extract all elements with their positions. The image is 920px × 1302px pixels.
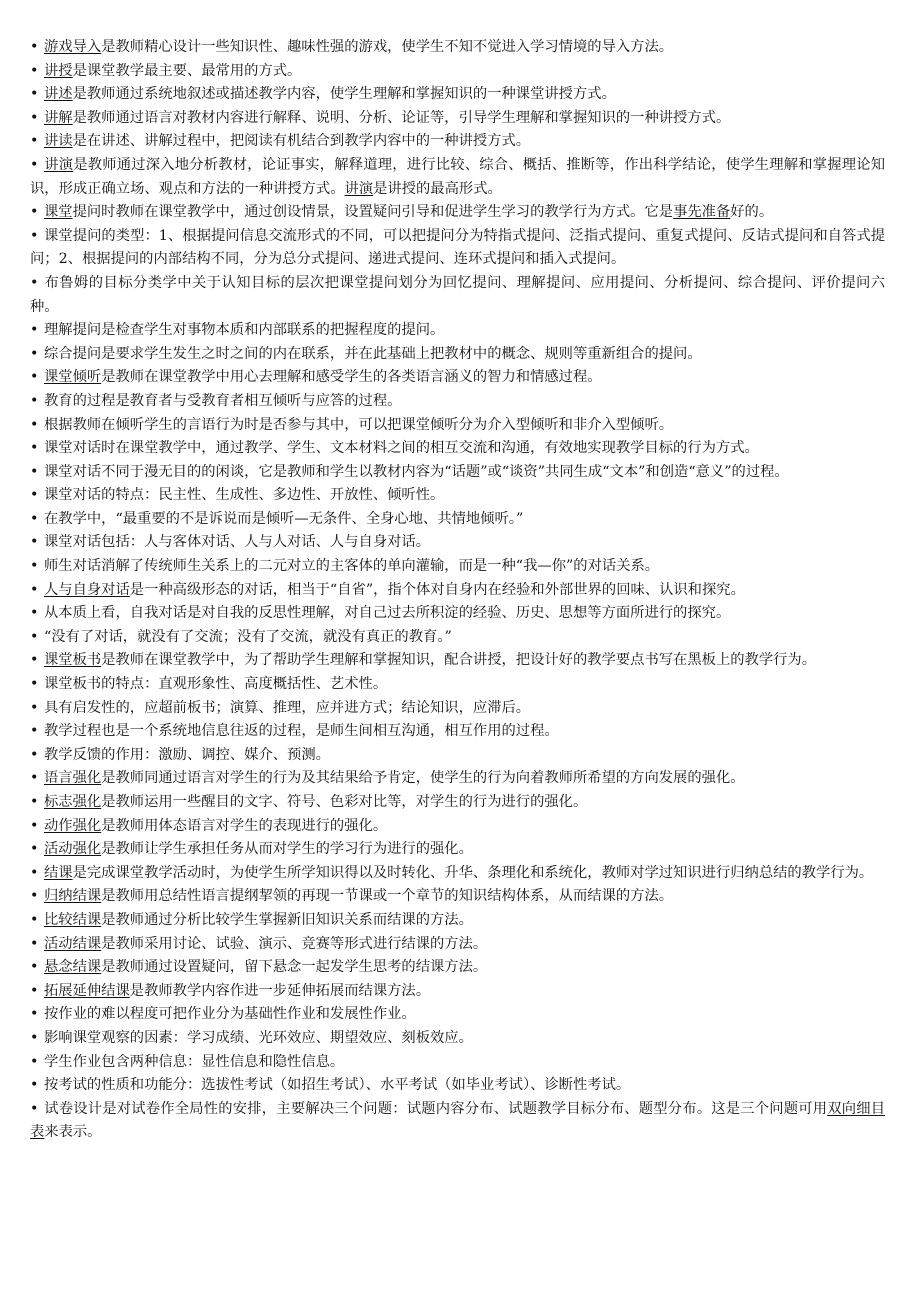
item-text: 是完成课堂教学活动时，为使学生所学知识得以及时转化、升华、条理化和系统化，教师对学过知识进行归纳总结的教学行为。 <box>72 864 874 881</box>
item-text: 是在讲述、讲解过程中，把阅读有机结合到教学内容中的一种讲授方式。 <box>72 133 531 150</box>
item-text: 理解提问是检查学生对事物本质和内部联系的把握程度的提问。 <box>44 322 445 339</box>
list-item <box>30 956 885 980</box>
list-item <box>30 767 885 791</box>
list-item <box>30 1051 885 1075</box>
list-item <box>30 130 885 154</box>
item-text: 是教师运用一些醒目的文字、符号、色彩对比等，对学生的行为进行的强化。 <box>101 794 588 810</box>
list-item <box>30 437 885 461</box>
list-item <box>30 390 885 414</box>
item-text: 影响课堂观察的因素：学习成绩、光环效应、期望效应、刻板效应。 <box>44 1029 473 1046</box>
item-text: 课堂对话的特点：民主性、生成性、多边性、开放性、倾听性。 <box>44 487 445 504</box>
underlined-term: 标志强化 <box>44 794 102 810</box>
bullet-icon: • <box>30 699 39 716</box>
list-item <box>30 980 885 1004</box>
list-item <box>30 697 885 721</box>
list-item <box>30 720 885 744</box>
item-text: 从本质上看，自我对话是对自我的反思性理解，对自己过去所积淀的经验、历史、思想等方面所进行的探究。 <box>44 605 731 622</box>
bullet-icon: • <box>30 817 39 834</box>
item-text: 在教学中，“最重要的不是诉说而是倾听—无条件、全身心地、共情地倾听。” <box>44 510 524 527</box>
underlined-term: 讲演 <box>344 180 374 197</box>
list-item <box>30 626 885 650</box>
list-item <box>30 201 885 225</box>
bullet-icon: • <box>30 911 39 928</box>
underlined-term: 讲述 <box>44 86 73 103</box>
list-item <box>30 36 885 60</box>
underlined-term: 比较结课 <box>44 911 102 928</box>
bullet-icon: • <box>30 39 39 55</box>
underlined-term: 结课 <box>44 864 73 881</box>
underlined-term: 游戏导入 <box>44 39 102 55</box>
bullet-icon: • <box>30 1053 39 1070</box>
list-item <box>30 1098 885 1145</box>
item-text: 是一种高级形态的对话，相当于“自省”，指个体对自身内在经验和外部世界的回味、认识和探究。 <box>129 581 745 598</box>
list-item <box>30 885 885 909</box>
bullet-icon: • <box>30 888 39 905</box>
bullet-icon: • <box>30 369 39 386</box>
list-item <box>30 1074 885 1098</box>
item-text: 提问时教师在课堂教学中，通过创设情景，设置疑问引导和促进学生学习的教学行为方式。它是 <box>72 204 674 221</box>
bullet-icon: • <box>30 510 39 527</box>
list-item <box>30 649 885 673</box>
list-item <box>30 1027 885 1051</box>
item-text: 是课堂教学最主要、最常用的方式。 <box>72 62 302 79</box>
bullet-icon: • <box>30 86 39 103</box>
underlined-term: 悬念结课 <box>44 959 102 976</box>
item-text: 是教师通过语言对教材内容进行解释、说明、分析、论证等，引导学生理解和掌握知识的一种讲授方式。 <box>72 109 731 126</box>
item-text: 好的。 <box>730 204 774 221</box>
underlined-term: 活动结课 <box>44 935 102 952</box>
list-item <box>30 1003 885 1027</box>
underlined-term: 讲演 <box>44 156 74 173</box>
list-item <box>30 272 885 319</box>
list-item <box>30 933 885 957</box>
item-text: 是教师教学内容作进一步延伸拓展而结课方法。 <box>129 982 431 999</box>
bullet-icon: • <box>30 959 39 976</box>
list-item <box>30 225 885 272</box>
list-item <box>30 673 885 697</box>
item-text: 具有启发性的，应超前板书；演算、推理，应并进方式；结论知识，应滞后。 <box>44 699 531 716</box>
list-item <box>30 484 885 508</box>
list-item <box>30 579 885 603</box>
underlined-term: 归纳结课 <box>44 888 102 905</box>
bullet-icon: • <box>30 1006 39 1023</box>
bullet-icon: • <box>30 581 39 598</box>
list-item <box>30 461 885 485</box>
bullet-icon: • <box>30 322 39 339</box>
bullet-icon: • <box>30 841 39 858</box>
item-text: 是教师通过系统地叙述或描述教学内容，使学生理解和掌握知识的一种课堂讲授方式。 <box>72 86 616 103</box>
item-text: 课堂板书的特点：直观形象性、高度概括性、艺术性。 <box>44 676 388 693</box>
bullet-icon: • <box>30 487 39 504</box>
underlined-term: 双向细目表 <box>30 1100 885 1141</box>
bullet-icon: • <box>30 746 39 763</box>
item-text: 教学过程也是一个系统地信息往返的过程，是师生间相互沟通，相互作用的过程。 <box>44 723 559 740</box>
list-item <box>30 107 885 131</box>
item-text: 师生对话消解了传统师生关系上的二元对立的主客体的单向灌输，而是一种“我—你”的对话关系。 <box>44 558 660 575</box>
bullet-icon: • <box>30 416 39 433</box>
list-item <box>30 862 885 886</box>
underlined-term: 课堂倾听 <box>44 369 102 386</box>
item-text: 课堂提问的类型：1、根据提问信息交流形式的不同，可以把提问分为特指式提问、泛指式提问、重复式提问、反诘式提问和自答式提问；2、根据提问的内部结构不同，分为总分式提问、递进式提问、连环式提问和插入式提问。 <box>30 227 885 268</box>
list-item <box>30 60 885 84</box>
bullet-icon: • <box>30 392 39 409</box>
bullet-icon: • <box>30 723 39 740</box>
bullet-icon: • <box>30 274 39 291</box>
underlined-term: 讲授 <box>44 62 73 79</box>
bullet-icon: • <box>30 534 39 551</box>
item-text: 教育的过程是教育者与受教育者相互倾听与应答的过程。 <box>44 392 402 409</box>
underlined-term: 课堂 <box>44 204 73 221</box>
item-text: 是教师通过分析比较学生掌握新旧知识关系而结课的方法。 <box>101 911 473 928</box>
bullet-icon: • <box>30 864 39 881</box>
item-text: 是教师通过设置疑问，留下悬念一起发学生思考的结课方法。 <box>101 959 488 976</box>
item-text: 教学反馈的作用：激励、调控、媒介、预测。 <box>44 746 330 763</box>
list-item <box>30 791 885 815</box>
list-item <box>30 508 885 532</box>
bullet-icon: • <box>30 770 39 787</box>
bullet-icon: • <box>30 227 39 244</box>
item-text: 按考试的性质和功能分：选拔性考试（如招生考试）、水平考试（如毕业考试）、诊断性考试。 <box>44 1077 631 1094</box>
list-item <box>30 602 885 626</box>
item-text: 是教师让学生承担任务从而对学生的学习行为进行的强化。 <box>101 841 473 858</box>
item-text: 根据教师在倾听学生的言语行为时是否参与其中，可以把课堂倾听分为介入型倾听和非介入型倾听。 <box>44 416 674 433</box>
bullet-icon: • <box>30 935 39 952</box>
bullet-icon: • <box>30 1029 39 1046</box>
bullet-icon: • <box>30 133 39 150</box>
list-item <box>30 343 885 367</box>
underlined-term: 语言强化 <box>44 770 102 787</box>
item-text: 是教师采用讨论、试验、演示、竞赛等形式进行结课的方法。 <box>101 935 488 952</box>
list-item <box>30 366 885 390</box>
item-text: 来表示。 <box>44 1124 102 1141</box>
bullet-icon: • <box>30 440 39 457</box>
item-text: 是教师用体态语言对学生的表现进行的强化。 <box>101 817 388 834</box>
underlined-term: 事先准备 <box>673 204 731 221</box>
underlined-term: 动作强化 <box>44 817 102 834</box>
item-text: 是教师同通过语言对学生的行为及其结果给予肯定，使学生的行为向着教师所希望的方向发展的强化。 <box>101 770 745 787</box>
item-text: 布鲁姆的目标分类学中关于认知目标的层次把课堂提问划分为回忆提问、理解提问、应用提问、分析提问、综合提问、评价提问六种。 <box>30 274 885 315</box>
underlined-term: 讲解 <box>44 109 73 126</box>
bullet-icon: • <box>30 982 39 999</box>
list-item <box>30 744 885 768</box>
bullet-icon: • <box>30 1077 39 1094</box>
underlined-term: 课堂板书 <box>44 652 102 669</box>
list-item <box>30 414 885 438</box>
list-item <box>30 319 885 343</box>
document-body <box>30 36 885 1145</box>
list-item <box>30 815 885 839</box>
list-item <box>30 555 885 579</box>
bullet-icon: • <box>30 156 39 173</box>
bullet-icon: • <box>30 62 39 79</box>
bullet-icon: • <box>30 109 39 126</box>
bullet-icon: • <box>30 345 39 362</box>
item-text: 课堂对话不同于漫无目的的闲谈，它是教师和学生以教材内容为“话题”或“谈资”共同生成“文本”和创造“意义”的过程。 <box>44 463 789 480</box>
underlined-term: 人与自身对话 <box>44 581 130 598</box>
item-text: 学生作业包含两种信息：显性信息和隐性信息。 <box>44 1053 345 1070</box>
bullet-icon: • <box>30 204 39 221</box>
item-text: 课堂对话包括：人与客体对话、人与人对话、人与自身对话。 <box>44 534 431 551</box>
list-item <box>30 531 885 555</box>
bullet-icon: • <box>30 628 39 645</box>
list-item <box>30 154 885 201</box>
bullet-icon: • <box>30 463 39 480</box>
bullet-icon: • <box>30 1100 39 1117</box>
list-item <box>30 83 885 107</box>
item-text: 综合提问是要求学生发生之时之间的内在联系，并在此基础上把教材中的概念、规则等重新组合的提问。 <box>44 345 702 362</box>
item-text: 是教师在课堂教学中，为了帮助学生理解和掌握知识，配合讲授，把设计好的教学要点书写在黑板上的教学行为。 <box>101 652 817 669</box>
bullet-icon: • <box>30 605 39 622</box>
bullet-icon: • <box>30 794 39 810</box>
item-text: 是教师用总结性语言提纲挈领的再现一节课或一个章节的知识结构体系，从而结课的方法。 <box>101 888 674 905</box>
item-text: “没有了对话，就没有了交流；没有了交流，就没有真正的教育。” <box>44 628 452 645</box>
bullet-icon: • <box>30 558 39 575</box>
item-text: 是教师通过深入地分析教材，论证事实，解释道理，进行比较、综合、概括、推断等，作出科学结论，使学生理解和掌握理论知识，形成正确立场、观点和方法的一种讲授方式。 <box>30 156 885 197</box>
item-text: 课堂对话时在课堂教学中，通过教学、学生、文本材料之间的相互交流和沟通，有效地实现教学目标的行为方式。 <box>44 440 759 457</box>
item-text: 是教师在课堂教学中用心去理解和感受学生的各类语言涵义的智力和情感过程。 <box>101 369 602 386</box>
underlined-term: 讲读 <box>44 133 73 150</box>
item-text: 是教师精心设计一些知识性、趣味性强的游戏，使学生不知不觉进入学习情境的导入方法。 <box>101 39 674 55</box>
bullet-icon: • <box>30 676 39 693</box>
item-text: 按作业的难以程度可把作业分为基础性作业和发展性作业。 <box>44 1006 416 1023</box>
item-text: 试卷设计是对试卷作全局性的安排，主要解决三个问题：试题内容分布、试题教学目标分布、题型分布。这是三个问题可用 <box>44 1100 828 1117</box>
underlined-term: 活动强化 <box>44 841 102 858</box>
bullet-icon: • <box>30 652 39 669</box>
list-item <box>30 838 885 862</box>
item-text: 是讲授的最高形式。 <box>373 180 502 197</box>
underlined-term: 拓展延伸结课 <box>44 982 130 999</box>
list-item <box>30 909 885 933</box>
